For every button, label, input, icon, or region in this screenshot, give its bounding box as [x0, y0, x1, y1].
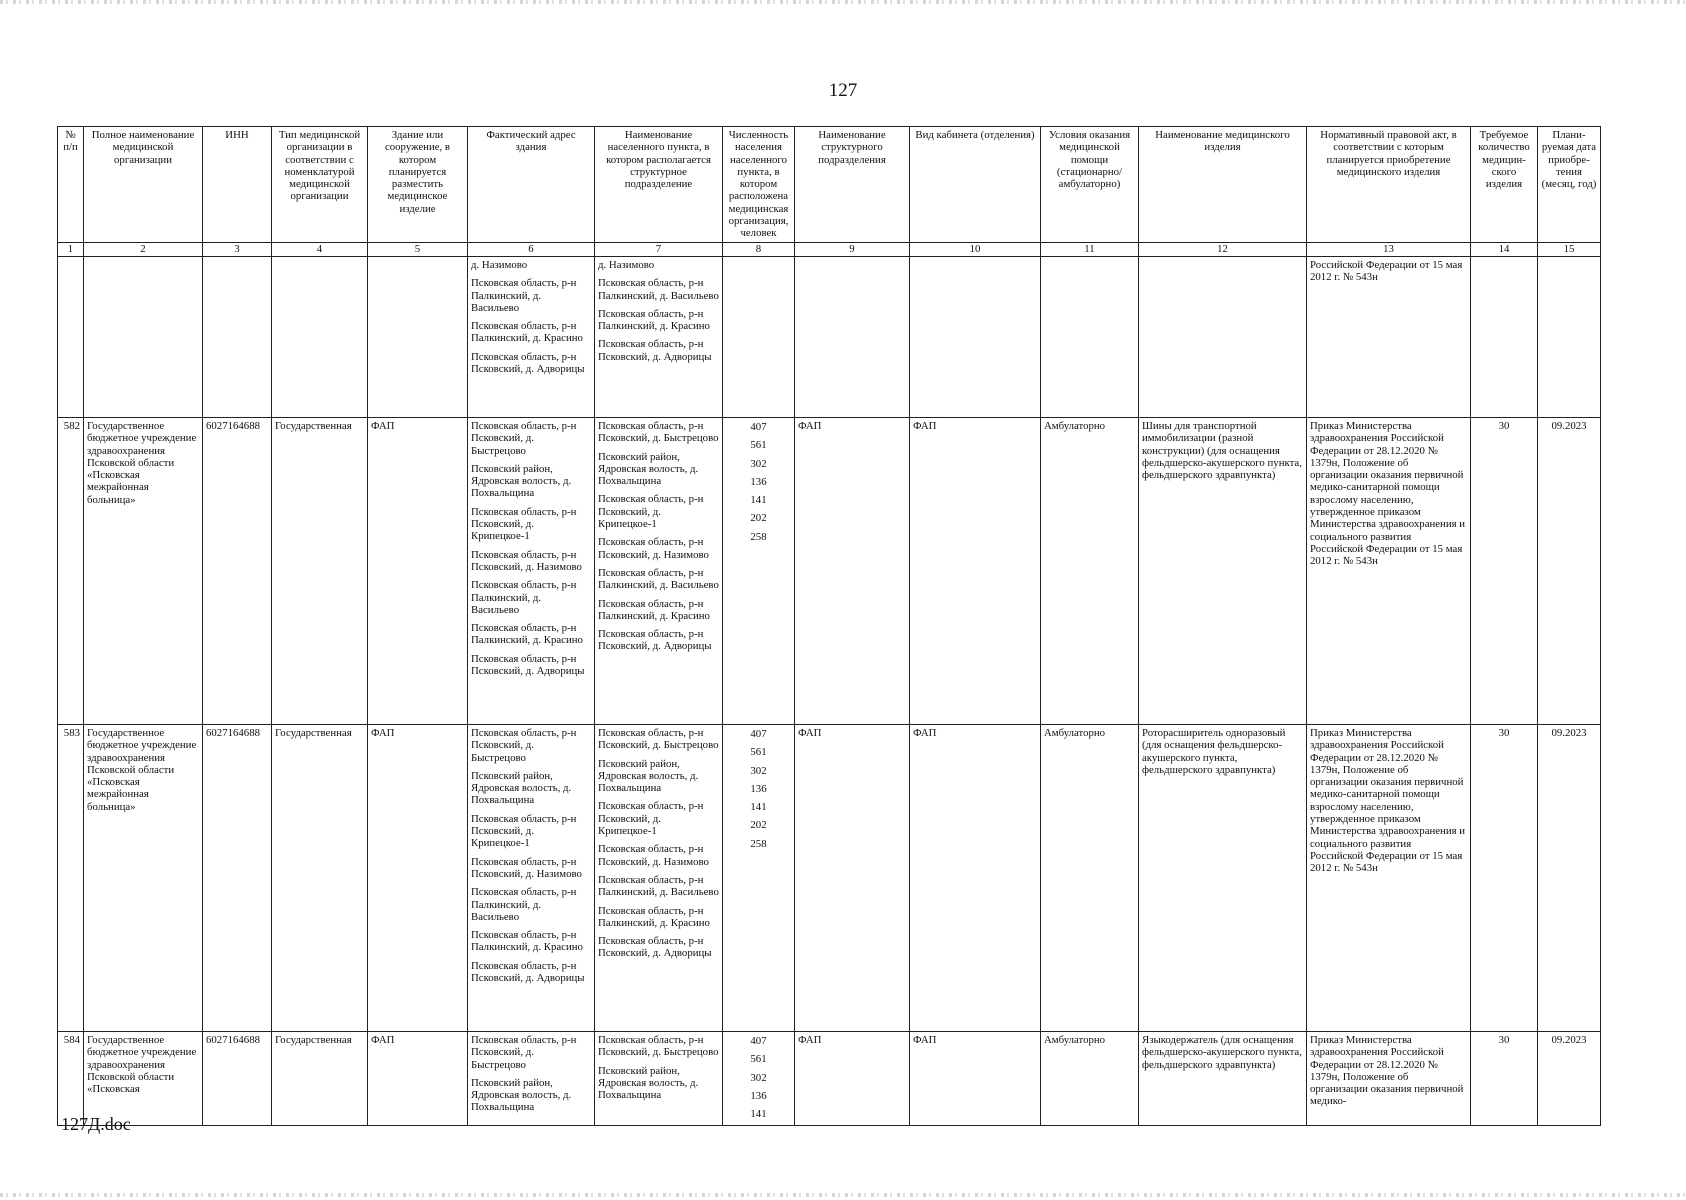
page-number: 127 — [828, 80, 858, 101]
building: ФАП — [368, 1032, 468, 1126]
population-list — [723, 418, 795, 725]
column-number: 4 — [272, 243, 368, 257]
division: ФАП — [795, 418, 910, 725]
organization-type: Государственная — [272, 725, 368, 1032]
population-value: 302 — [750, 457, 767, 470]
address: Псковская область, р-н Псковский, д. Адворицы — [471, 959, 585, 985]
settlement: Псковская область, р-н Псковский, д. Адворицы — [598, 338, 712, 363]
address: д. Назимово — [471, 259, 528, 271]
column-number: 6 — [468, 243, 595, 257]
quantity: 30 — [1471, 725, 1538, 1032]
address: Псковский район, Ядровская волость, д. Похвальщина — [471, 769, 572, 807]
footer-filename: 127Д.doc — [61, 1114, 131, 1134]
address-list — [468, 1032, 595, 1126]
column-number: 12 — [1139, 243, 1307, 257]
address: Псковская область, р-н Псковский, д. Адворицы — [471, 652, 585, 678]
settlement: Псковская область, р-н Псковский, д. Быстрецово — [598, 727, 719, 752]
organization-type: Государственная — [272, 418, 368, 725]
population-value: 407 — [750, 1035, 767, 1047]
purchase-date: 09.2023 — [1538, 725, 1601, 1032]
population-list — [723, 1032, 795, 1126]
settlement: Псковская область, р-н Палкинский, д. Васильево — [598, 873, 719, 899]
row-number: 583 — [58, 725, 84, 1032]
address-list — [468, 257, 595, 418]
address: Псковская область, р-н Псковский, д. Назимово — [471, 548, 582, 573]
column-number: 14 — [1471, 243, 1538, 257]
cabinet-type: ФАП — [910, 1032, 1041, 1126]
address-list — [468, 725, 595, 1032]
column-number: 13 — [1307, 243, 1471, 257]
cabinet-type — [910, 257, 1041, 418]
building: ФАП — [368, 418, 468, 725]
header-cell: ИНН — [203, 127, 272, 243]
address: Псковская область, р-н Палкинский, д. Красино — [471, 622, 583, 647]
header-cell: Вид кабинета (отделения) — [910, 127, 1041, 243]
address: Псковская область, р-н Палкинский, д. Красино — [471, 929, 583, 954]
row-number: 584 — [58, 1032, 84, 1126]
settlement: Псковская область, р-н Псковский, д. Назимово — [598, 843, 709, 868]
population-list — [723, 257, 795, 418]
settlement: Псковская область, р-н Псковский, д. Адворицы — [598, 935, 712, 960]
address: Псковская область, р-н Палкинский, д. Васильево — [471, 277, 577, 314]
population-value: 407 — [750, 728, 767, 740]
header-cell: Условия оказания медицинской помощи (стационарно/ амбулаторно) — [1041, 127, 1139, 243]
table-row — [58, 257, 1601, 418]
header-row — [58, 127, 1601, 243]
population-value: 561 — [750, 746, 767, 759]
column-number: 5 — [368, 243, 468, 257]
cabinet-type: ФАП — [910, 725, 1041, 1032]
address-list — [468, 418, 595, 725]
quantity: 30 — [1471, 1032, 1538, 1126]
population-value: 202 — [750, 512, 767, 525]
settlement: Псковский район, Ядровская волость, д. Похвальщина — [598, 450, 699, 488]
header-cell: Численность населения населенного пункта, в котором расположена медицинская организация, человек — [723, 127, 795, 243]
medical-device — [1139, 257, 1307, 418]
population-value: 202 — [750, 819, 767, 832]
population-value: 136 — [750, 1089, 767, 1102]
settlement-list — [595, 725, 723, 1032]
equipment-table — [57, 126, 1601, 1126]
medical-device: Языкодержатель (для оснащения фельдшерско-акушерского пункта, фельдшерского здравпункта) — [1139, 1032, 1307, 1126]
column-number: 7 — [595, 243, 723, 257]
column-number: 15 — [1538, 243, 1601, 257]
settlement: Псковский район, Ядровская волость, д. Похвальщина — [598, 1064, 699, 1102]
legal-act: Российской Федерации от 15 мая 2012 г. № 543н — [1307, 257, 1471, 418]
header-cell: Фактический адрес здания — [468, 127, 595, 243]
care-conditions: Амбулаторно — [1041, 418, 1139, 725]
care-conditions: Амбулаторно — [1041, 1032, 1139, 1126]
settlement: Псковская область, р-н Псковский, д. Адворицы — [598, 628, 712, 653]
population-value: 302 — [750, 1071, 767, 1084]
header-cell: Нормативный правовой акт, в соответствии с которым планируется приобретение медицинского изделия — [1307, 127, 1471, 243]
column-number: 2 — [84, 243, 203, 257]
inn: 6027164688 — [203, 418, 272, 725]
settlement: д. Назимово — [598, 259, 655, 271]
population-value: 136 — [750, 782, 767, 795]
population-list — [723, 725, 795, 1032]
column-number: 9 — [795, 243, 910, 257]
inn — [203, 257, 272, 418]
settlement-list — [595, 257, 723, 418]
settlement: Псковская область, р-н Палкинский, д. Красино — [598, 597, 710, 622]
population-value: 141 — [750, 1108, 767, 1121]
table-row — [58, 418, 1601, 725]
header-cell: Наименование структурного подразделения — [795, 127, 910, 243]
header-cell: Наименование населенного пункта, в котором располагается структурное подразделение — [595, 127, 723, 243]
column-number: 1 — [58, 243, 84, 257]
table-row — [58, 725, 1601, 1032]
scan-edge-top — [0, 0, 1686, 4]
header-cell: Требуемое количество медицин-ского изделия — [1471, 127, 1538, 243]
organization-type: Государственная — [272, 1032, 368, 1126]
settlement: Псковская область, р-н Псковский, д. Назимово — [598, 536, 709, 561]
column-number-row — [58, 243, 1601, 257]
settlement: Псковская область, р-н Палкинский, д. Красино — [598, 904, 710, 929]
address: Псковская область, р-н Псковский, д. Крипецкое-1 — [471, 812, 577, 850]
population-value: 258 — [750, 530, 767, 543]
address: Псковская область, р-н Псковский, д. Крипецкое-1 — [471, 505, 577, 543]
header-cell: № п/п — [58, 127, 84, 243]
settlement: Псковская область, р-н Псковский, д. Крипецкое-1 — [598, 800, 704, 838]
settlement: Псковская область, р-н Псковский, д. Быстрецово — [598, 1034, 719, 1059]
population-value: 561 — [750, 1053, 767, 1066]
population-value: 136 — [750, 475, 767, 488]
settlement-list — [595, 1032, 723, 1126]
building — [368, 257, 468, 418]
column-number: 10 — [910, 243, 1041, 257]
medical-device: Шины для транспортной иммобилизации (разной конструкции) (для оснащения фельдшерско-акушерского пункта, фельдшерского здравпункта) — [1139, 418, 1307, 725]
division: ФАП — [795, 725, 910, 1032]
legal-act: Приказ Министерства здравоохранения Российской Федерации от 28.12.2020 № 1379н, Положение об организации оказания первичной медико- — [1307, 1032, 1471, 1126]
population-value: 302 — [750, 764, 767, 777]
address: Псковский район, Ядровская волость, д. Похвальщина — [471, 462, 572, 500]
population-value: 141 — [750, 494, 767, 507]
settlement: Псковская область, р-н Палкинский, д. Красино — [598, 307, 710, 333]
purchase-date: 09.2023 — [1538, 418, 1601, 725]
care-conditions — [1041, 257, 1139, 418]
division — [795, 257, 910, 418]
address: Псковский район, Ядровская волость, д. Похвальщина — [471, 1076, 572, 1114]
header-cell: Плани-руемая дата приобре-тения (месяц, год) — [1538, 127, 1601, 243]
population-value: 407 — [750, 421, 767, 433]
header-cell: Тип медицинской организации в соответствии с номенклатурой медицинской организации — [272, 127, 368, 243]
address: Псковская область, р-н Псковский, д. Быстрецово — [471, 420, 577, 457]
population-value: 561 — [750, 439, 767, 452]
row-number — [58, 257, 84, 418]
population-value: 258 — [750, 837, 767, 850]
header-cell: Полное наименование медицинской организации — [84, 127, 203, 243]
settlement: Псковская область, р-н Палкинский, д. Васильево — [598, 566, 719, 592]
quantity — [1471, 257, 1538, 418]
address: Псковская область, р-н Псковский, д. Адворицы — [471, 350, 585, 376]
legal-act: Приказ Министерства здравоохранения Российской Федерации от 28.12.2020 № 1379н, Положение об организации оказания первичной медико-санитарной помощи взрослому населению, утвержденное приказом Министерства здравоохранения и социального развития Российской Федерации от 15 мая 2012 г. № 543н — [1307, 418, 1471, 725]
organization-name: Государственное бюджетное учреждение здравоохранения Псковской области «Псковская межрайонная больница» — [84, 418, 203, 725]
division: ФАП — [795, 1032, 910, 1126]
table-row — [58, 1032, 1601, 1126]
column-number: 8 — [723, 243, 795, 257]
address: Псковская область, р-н Палкинский, д. Васильево — [471, 579, 577, 616]
settlement: Псковская область, р-н Палкинский, д. Васильево — [598, 277, 719, 302]
address: Псковская область, р-н Палкинский, д. Красино — [471, 320, 583, 345]
header-cell: Наименование медицинского изделия — [1139, 127, 1307, 243]
settlement: Псковская область, р-н Псковский, д. Быстрецово — [598, 420, 719, 445]
cabinet-type: ФАП — [910, 418, 1041, 725]
organization-type — [272, 257, 368, 418]
purchase-date: 09.2023 — [1538, 1032, 1601, 1126]
row-number: 582 — [58, 418, 84, 725]
population-value: 141 — [750, 801, 767, 814]
purchase-date — [1538, 257, 1601, 418]
settlement-list — [595, 418, 723, 725]
settlement: Псковский район, Ядровская волость, д. Похвальщина — [598, 757, 699, 795]
column-number: 11 — [1041, 243, 1139, 257]
inn: 6027164688 — [203, 1032, 272, 1126]
organization-name: Государственное бюджетное учреждение здравоохранения Псковской области «Псковская межрайонная больница» — [84, 725, 203, 1032]
organization-name — [84, 257, 203, 418]
address: Псковская область, р-н Псковский, д. Быстрецово — [471, 727, 577, 764]
address: Псковская область, р-н Палкинский, д. Васильево — [471, 886, 577, 923]
organization-name: Государственное бюджетное учреждение здравоохранения Псковской области «Псковская — [84, 1032, 203, 1126]
address: Псковская область, р-н Псковский, д. Назимово — [471, 855, 582, 880]
address: Псковская область, р-н Псковский, д. Быстрецово — [471, 1034, 577, 1071]
column-number: 3 — [203, 243, 272, 257]
medical-device: Роторасширитель одноразовый (для оснащения фельдшерско-акушерского пункта, фельдшерского здравпункта) — [1139, 725, 1307, 1032]
legal-act: Приказ Министерства здравоохранения Российской Федерации от 28.12.2020 № 1379н, Положение об организации оказания первичной медико-санитарной помощи взрослому населению, утвержденное приказом Министерства здравоохранения и социального развития Российской Федерации от 15 мая 2012 г. № 543н — [1307, 725, 1471, 1032]
scan-edge-bottom — [0, 1193, 1686, 1197]
settlement: Псковская область, р-н Псковский, д. Крипецкое-1 — [598, 493, 704, 531]
care-conditions: Амбулаторно — [1041, 725, 1139, 1032]
inn: 6027164688 — [203, 725, 272, 1032]
quantity: 30 — [1471, 418, 1538, 725]
building: ФАП — [368, 725, 468, 1032]
header-cell: Здание или сооружение, в котором планируется разместить медицинское изделие — [368, 127, 468, 243]
